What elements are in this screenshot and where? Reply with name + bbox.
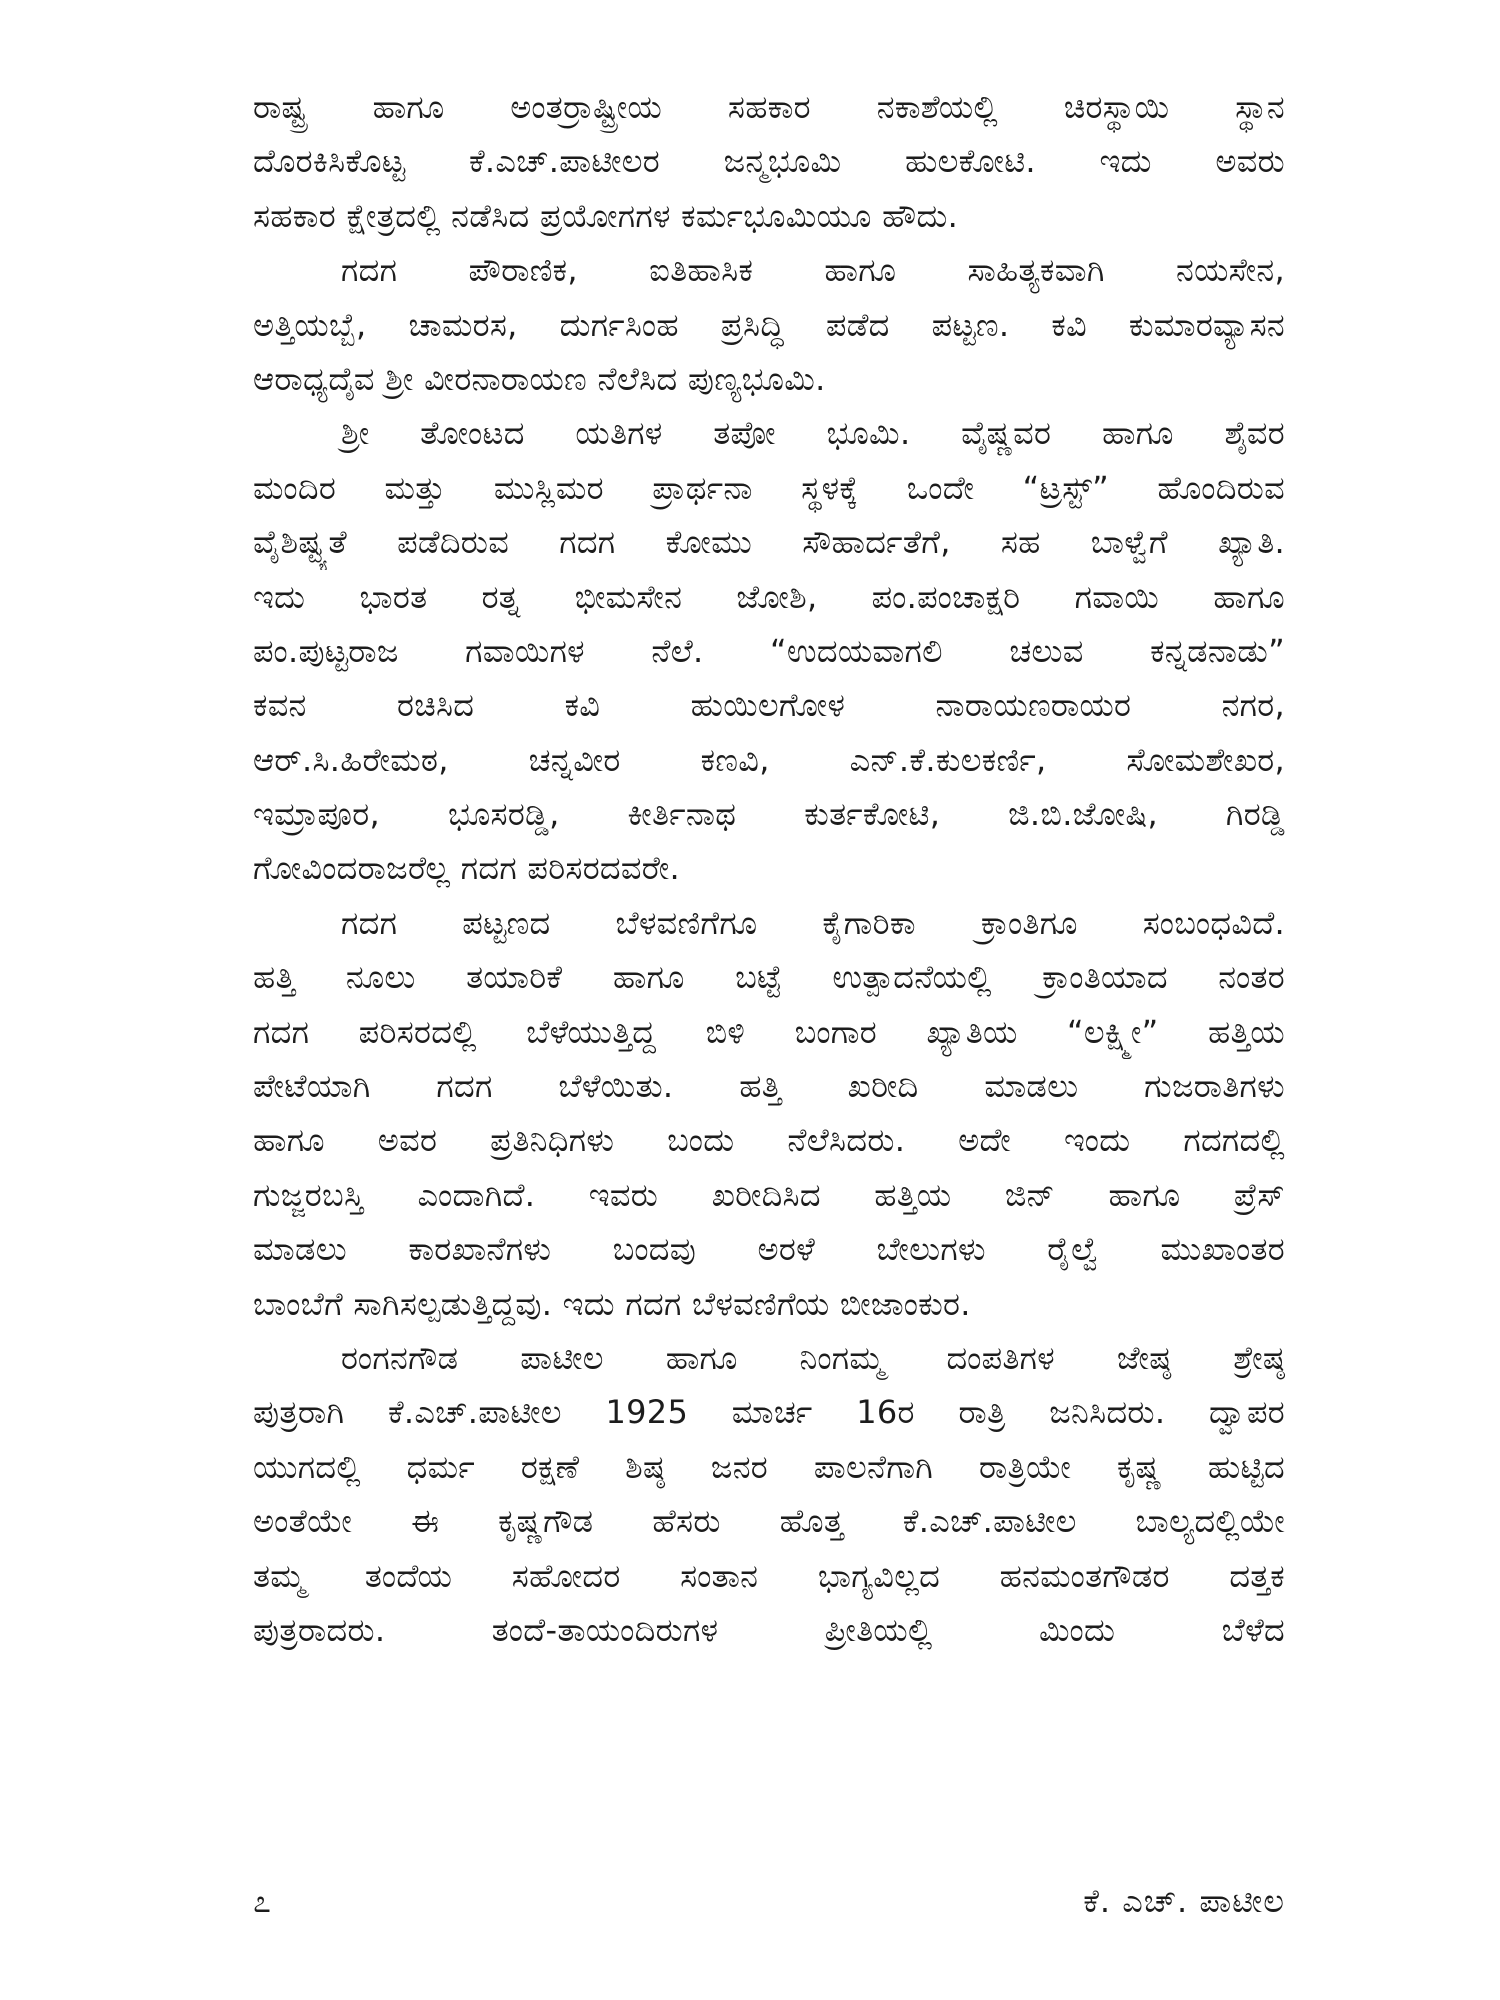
running-title: ಕೆ. ಎಚ್. ಪಾಟೀಲ bbox=[1083, 1882, 1285, 1920]
text-line: ಪುತ್ರರಾದರು. ತಂದೆ-ತಾಯಂದಿರುಗಳ ಪ್ರೀತಿಯಲ್ಲಿ ಮಿಂದು ಬೆಳೆದ bbox=[253, 1610, 1285, 1649]
text-line: ಮಾಡಲು ಕಾರಖಾನೆಗಳು ಬಂದವು ಅರಳೆ ಬೇಲುಗಳು ರೈಲ್ವೆ ಮುಖಾಂತರ bbox=[253, 1230, 1285, 1269]
text-line: ರಂಗನಗೌಡ ಪಾಟೀಲ ಹಾಗೂ ನಿಂಗಮ್ಮ ದಂಪತಿಗಳ ಜೇಷ್ಠ ಶ್ರೇಷ್ಠ bbox=[341, 1338, 1285, 1377]
text-line: ಶ್ರೀ ತೋಂಟದ ಯತಿಗಳ ತಪೋ ಭೂಮಿ. ವೈಷ್ಣವರ ಹಾಗೂ ಶೈವರ bbox=[341, 414, 1285, 453]
paragraph bbox=[253, 80, 1285, 243]
text-line: ಕವನ ರಚಿಸಿದ ಕವಿ ಹುಯಿಲಗೋಳ ನಾರಾಯಣರಾಯರ ನಗರ, bbox=[253, 686, 1285, 725]
paragraph bbox=[253, 896, 1285, 1331]
text-line: ಪಂ.ಪುಟ್ಟರಾಜ ಗವಾಯಿಗಳ ನೆಲೆ. “ಉದಯವಾಗಲಿ ಚಲುವ ಕನ್ನಡನಾಡು” bbox=[253, 631, 1285, 670]
body-text bbox=[253, 80, 1285, 1657]
text-line: ಆರಾಧ್ಯದೈವ ಶ್ರೀ ವೀರನಾರಾಯಣ ನೆಲೆಸಿದ ಪುಣ್ಯಭೂಮಿ. bbox=[253, 359, 826, 398]
paragraph bbox=[253, 406, 1285, 896]
text-line: ಇದು ಭಾರತ ರತ್ನ ಭೀಮಸೇನ ಜೋಶಿ, ಪಂ.ಪಂಚಾಕ್ಷರಿ ಗವಾಯಿ ಹಾಗೂ bbox=[253, 577, 1285, 616]
page-footer bbox=[253, 1876, 1285, 1926]
text-line: ಸಹಕಾರ ಕ್ಷೇತ್ರದಲ್ಲಿ ನಡೆಸಿದ ಪ್ರಯೋಗಗಳ ಕರ್ಮಭೂಮಿಯೂ ಹೌದು. bbox=[253, 196, 959, 235]
text-line: ಗದಗ ಪಟ್ಟಣದ ಬೆಳವಣಿಗೆಗೂ ಕೈಗಾರಿಕಾ ಕ್ರಾಂತಿಗೂ ಸಂಬಂಧವಿದೆ. bbox=[341, 903, 1285, 942]
text-line: ವೈಶಿಷ್ಟ್ಯತೆ ಪಡೆದಿರುವ ಗದಗ ಕೋಮು ಸೌಹಾರ್ದತೆಗೆ, ಸಹ ಬಾಳ್ವೆಗೆ ಖ್ಯಾತಿ. bbox=[253, 523, 1285, 562]
paragraph bbox=[253, 1331, 1285, 1657]
text-line: ಗೋವಿಂದರಾಜರೆಲ್ಲ ಗದಗ ಪರಿಸರದವರೇ. bbox=[253, 849, 680, 888]
text-line: ಇಮ್ರಾಪೂರ, ಭೂಸರಡ್ಡಿ, ಕೀರ್ತಿನಾಥ ಕುರ್ತಕೋಟಿ, ಜಿ.ಬಿ.ಜೋಷಿ, ಗಿರಡ್ಡಿ bbox=[253, 795, 1285, 834]
text-line: ಬಾಂಬೆಗೆ ಸಾಗಿಸಲ್ಪಡುತ್ತಿದ್ದವು. ಇದು ಗದಗ ಬೆಳವಣಿಗೆಯ ಬೀಜಾಂಕುರ. bbox=[253, 1284, 971, 1323]
text-line: ಹತ್ತಿ ನೂಲು ತಯಾರಿಕೆ ಹಾಗೂ ಬಟ್ಟೆ ಉತ್ಪಾದನೆಯಲ್ಲಿ ಕ್ರಾಂತಿಯಾದ ನಂತರ bbox=[253, 958, 1285, 997]
text-line: ಪುತ್ರರಾಗಿ ಕೆ.ಎಚ್.ಪಾಟೀಲ 1925 ಮಾರ್ಚ 16ರ ರಾತ್ರಿ ಜನಿಸಿದರು. ದ್ವಾಪರ bbox=[253, 1393, 1285, 1432]
text-line: ಅತ್ತಿಯಬ್ಬೆ, ಚಾಮರಸ, ದುರ್ಗಸಿಂಹ ಪ್ರಸಿದ್ಧಿ ಪಡೆದ ಪಟ್ಟಣ. ಕವಿ ಕುಮಾರವ್ಯಾಸನ bbox=[253, 305, 1285, 344]
text-line: ರಾಷ್ಟ್ರ ಹಾಗೂ ಅಂತರ್ರಾಷ್ಟ್ರೀಯ ಸಹಕಾರ ನಕಾಶೆಯಲ್ಲಿ ಚಿರಸ್ಥಾಯಿ ಸ್ಥಾನ bbox=[253, 88, 1285, 126]
page-number: ೭ bbox=[253, 1882, 271, 1920]
text-line: ಗದಗ ಪರಿಸರದಲ್ಲಿ ಬೆಳೆಯುತ್ತಿದ್ದ ಬಿಳಿ ಬಂಗಾರ ಖ್ಯಾತಿಯ “ಲಕ್ಷ್ಮೀ” ಹತ್ತಿಯ bbox=[253, 1012, 1285, 1051]
text-line: ಯುಗದಲ್ಲಿ ಧರ್ಮ ರಕ್ಷಣೆ ಶಿಷ್ಠ ಜನರ ಪಾಲನೆಗಾಗಿ ರಾತ್ರಿಯೇ ಕೃಷ್ಣ ಹುಟ್ಟಿದ bbox=[253, 1447, 1285, 1486]
text-line: ಗದಗ ಪೌರಾಣಿಕ, ಐತಿಹಾಸಿಕ ಹಾಗೂ ಸಾಹಿತ್ಯಕವಾಗಿ ನಯಸೇನ, bbox=[341, 251, 1285, 290]
text-line: ಪೇಟೆಯಾಗಿ ಗದಗ ಬೆಳೆಯಿತು. ಹತ್ತಿ ಖರೀದಿ ಮಾಡಲು ಗುಜರಾತಿಗಳು bbox=[253, 1067, 1285, 1106]
text-line: ಗುಜ್ಜರಬಸ್ತಿ ಎಂದಾಗಿದೆ. ಇವರು ಖರೀದಿಸಿದ ಹತ್ತಿಯ ಜಿನ್ ಹಾಗೂ ಪ್ರೆಸ್ bbox=[253, 1175, 1285, 1214]
text-line: ಅಂತೆಯೇ ಈ ಕೃಷ್ಣಗೌಡ ಹೆಸರು ಹೊತ್ತ ಕೆ.ಎಚ್.ಪಾಟೀಲ ಬಾಲ್ಯದಲ್ಲಿಯೇ bbox=[253, 1502, 1285, 1541]
paragraph bbox=[253, 243, 1285, 406]
text-line: ಮಂದಿರ ಮತ್ತು ಮುಸ್ಲಿಮರ ಪ್ರಾರ್ಥನಾ ಸ್ಥಳಕ್ಕೆ ಒಂದೇ “ಟ್ರಸ್ಟ್” ಹೊಂದಿರುವ bbox=[253, 468, 1285, 507]
text-line: ದೊರಕಿಸಿಕೊಟ್ಟ ಕೆ.ಎಚ್.ಪಾಟೀಲರ ಜನ್ಮಭೂಮಿ ಹುಲಕೋಟಿ. ಇದು ಅವರು bbox=[253, 142, 1285, 181]
text-line: ಹಾಗೂ ಅವರ ಪ್ರತಿನಿಧಿಗಳು ಬಂದು ನೆಲೆಸಿದರು. ಅದೇ ಇಂದು ಗದಗದಲ್ಲಿ bbox=[253, 1121, 1285, 1160]
text-line: ತಮ್ಮ ತಂದೆಯ ಸಹೋದರ ಸಂತಾನ ಭಾಗ್ಯವಿಲ್ಲದ ಹನಮಂತಗೌಡರ ದತ್ತಕ bbox=[253, 1556, 1285, 1595]
text-line: ಆರ್.ಸಿ.ಹಿರೇಮಠ, ಚನ್ನವೀರ ಕಣವಿ, ಎನ್.ಕೆ.ಕುಲಕರ್ಣಿ, ಸೋಮಶೇಖರ, bbox=[253, 740, 1285, 779]
